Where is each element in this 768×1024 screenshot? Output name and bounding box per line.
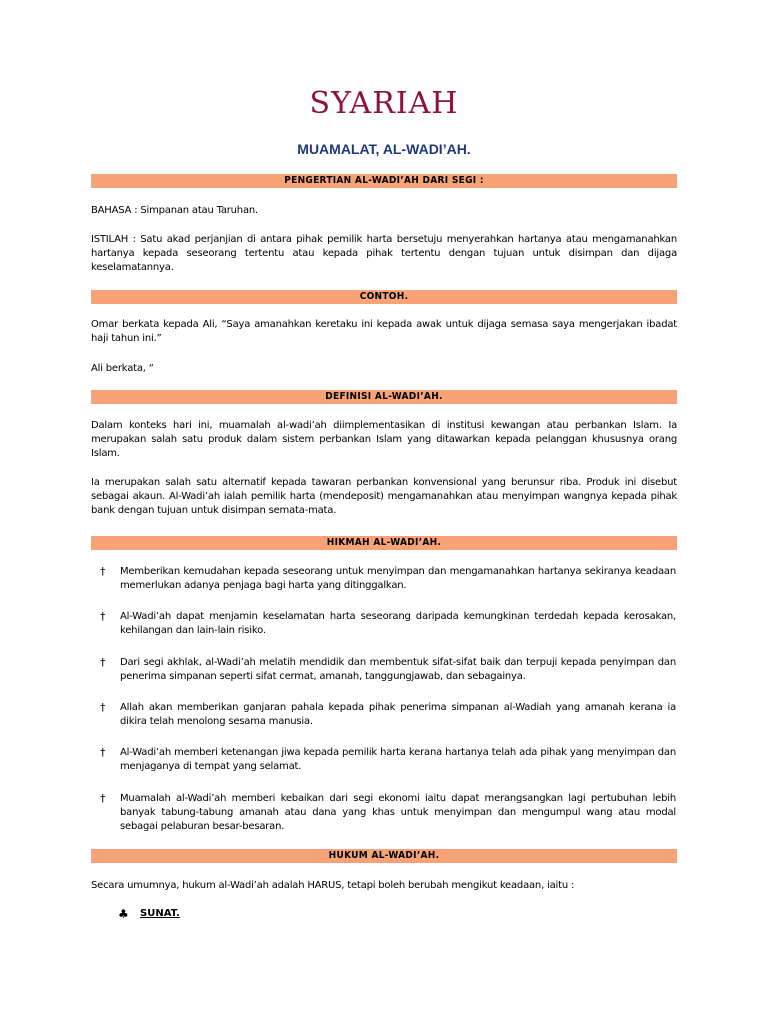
hikmah-item: Allah akan memberikan ganjaran pahala kepada pihak penerima simpanan al-Wadiah yang amanah kerana ia dikira telah menolong sesama manusia. xyxy=(120,702,676,727)
paragraph-contoh-2: Ali berkata, “ xyxy=(91,363,154,374)
paragraph-definisi-2: Ia merupakan salah satu alternatif kepada tawaran perbankan konvensional yang berunsur riba. Produk ini disebut sebagai akaun. Al-Wadi’ah ialah pemilik harta (mendeposit) mengamanahkan atau menyimpan wangnya kepada pihak bank dengan tujuan untuk disimpan semata-mata. xyxy=(91,477,677,516)
section-header-definisi: DEFINISI AL-WADI’AH. xyxy=(91,390,677,404)
hukum-item-sunat: SUNAT. xyxy=(140,908,180,919)
page-title: SYARIAH xyxy=(309,86,459,121)
dagger-bullet: † xyxy=(100,565,106,578)
hikmah-item: Muamalah al-Wadi’ah memberi kebaikan dari segi ekonomi iaitu dapat merangsangkan lagi pertubuhan lebih banyak tabung-tabung amanah atau dana yang khas untuk menyimpan dan mengumpul wang atau modal sebagai pelaburan besar-besaran. xyxy=(120,793,676,832)
dagger-bullet: † xyxy=(100,746,106,759)
club-bullet-icon: ♣ xyxy=(118,907,129,921)
hikmah-item: Memberikan kemudahan kepada seseorang untuk menyimpan dan mengamanahkan hartanya sekiranya keadaan memerlukan adanya penjaga bagi harta yang ditinggalkan. xyxy=(120,566,676,591)
hikmah-item: Al-Wadi’ah memberi ketenangan jiwa kepada pemilik harta kerana hartanya telah ada pihak yang menyimpan dan menjaganya di tempat yang selamat. xyxy=(120,747,676,772)
dagger-bullet: † xyxy=(100,656,106,669)
page-subtitle: MUAMALAT, AL-WADI’AH. xyxy=(297,141,471,157)
paragraph-bahasa: BAHASA : Simpanan atau Taruhan. xyxy=(91,205,258,216)
dagger-bullet: † xyxy=(100,701,106,714)
section-header-pengertian: PENGERTIAN AL-WADI’AH DARI SEGI : xyxy=(91,174,677,188)
section-header-hukum: HUKUM AL-WADI’AH. xyxy=(91,849,677,863)
dagger-bullet: † xyxy=(100,610,106,623)
paragraph-contoh-1: Omar berkata kepada Ali, “Saya amanahkan keretaku ini kepada awak untuk dijaga semasa saya mengerjakan ibadat haji tahun ini.” xyxy=(91,319,677,344)
hikmah-item: Al-Wadi’ah dapat menjamin keselamatan harta seseorang daripada kemungkinan terdedah kepada kerosakan, kehilangan dan lain-lain risiko. xyxy=(120,611,676,636)
hikmah-item: Dari segi akhlak, al-Wadi’ah melatih mendidik dan membentuk sifat-sifat baik dan terpuji kepada penyimpan dan penerima simpanan seperti sifat cermat, amanah, tanggungjawab, dan sebagainya. xyxy=(120,657,676,682)
paragraph-hukum-intro: Secara umumnya, hukum al-Wadi’ah adalah HARUS, tetapi boleh berubah mengikut keadaan, iaitu : xyxy=(91,880,575,891)
paragraph-istilah: ISTILAH : Satu akad perjanjian di antara pihak pemilik harta bersetuju menyerahkan hartanya atau mengamanahkan hartanya kepada seseorang tertentu atau kepada pihak tertentu dengan tujuan untuk disimpan dan dijaga keselamatannya. xyxy=(91,234,677,273)
section-header-contoh: CONTOH. xyxy=(91,290,677,304)
paragraph-definisi-1: Dalam konteks hari ini, muamalah al-wadi’ah diimplementasikan di institusi kewangan atau perbankan Islam. Ia merupakan salah satu produk dalam sistem perbankan Islam yang ditawarkan kepada pelanggan khususnya orang Islam. xyxy=(91,420,677,459)
section-header-hikmah: HIKMAH AL-WADI’AH. xyxy=(91,536,677,550)
dagger-bullet: † xyxy=(100,792,106,805)
